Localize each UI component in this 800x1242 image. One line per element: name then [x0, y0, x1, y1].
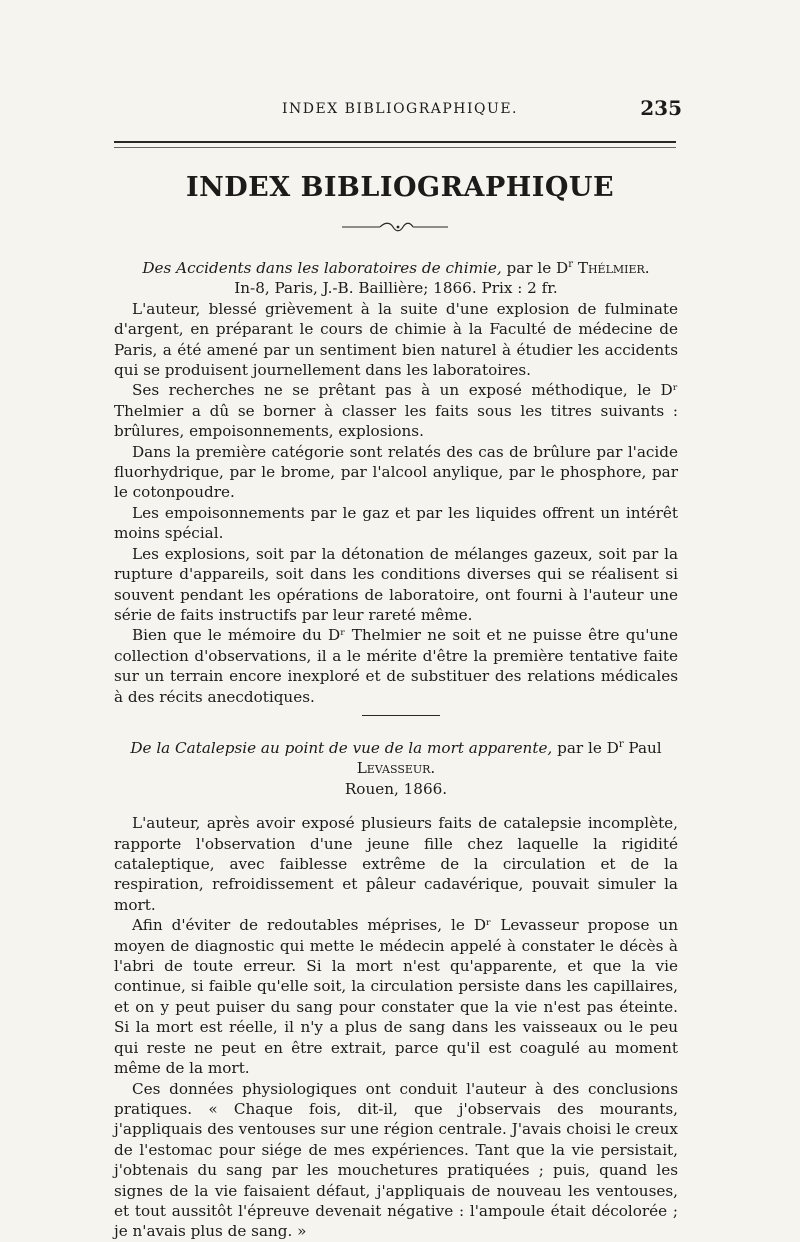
- imprint-line: Rouen, 1866.: [344, 779, 448, 798]
- by-text: par le D: [506, 259, 569, 277]
- imprint-line: In-8, Paris, J.-B. Baillière; 1866. Prix : 2 fr.: [234, 279, 558, 298]
- review-paragraph: Afin d'éviter de redoutables méprises, le Dʳ Levasseur propose un moyen de diagnostic qui mette le médecin appelé à constater le décès à l'abri de toute erreur. Si la mort n'est qu'apparente, et que la vie continue, si faible qu'elle soit, la circulation persiste dans les capillaires, et on y peut puiser du sang pour constater que la vie n'est pas éteinte. Si la mort est réelle, il n'y a plus de sang dans les vaisseaux ou le peu qui reste ne peut en être extrait, parce qu'il est coagulé au moment même de la mort.: [114, 916, 678, 1078]
- author-first-name: Paul: [628, 739, 662, 757]
- review-paragraph: L'auteur, blessé grièvement à la suite d'une explosion de fulminate d'argent, en préparant le cours de chimie à la Faculté de médecine de Paris, a été amené par un sentiment bien naturel à étudier les accidents qui se produisent journellement dans les laboratoires.: [114, 299, 678, 380]
- review-paragraph: Dans la première catégorie sont relatés des cas de brûlure par l'acide fluorhydrique, par le brome, par l'alcool anylique, par le phosphore, par le cotonpoudre.: [114, 442, 678, 502]
- review-paragraph: Ces données physiologiques ont conduit l'auteur à des conclusions pratiques. « Chaque fois, dit-il, que j'observais des mourants, j'appliquais des ventouses sur une région centrale. J'avais choisi le creux de l'estomac pour siége de mes expériences. Tant que la vie persistait, j'obtenais du sang par les mouchetures pratiquées ; puis, quand les signes de la vie faisaient défaut, j'appliquais de nouveau les ventouses, et tout aussitôt l'épreuve devenait négative : l'ampoule était décolorée ; je n'avais plus de sang. »: [114, 1079, 678, 1241]
- review-paragraph: Les explosions, soit par la détonation de mélanges gazeux, soit par la rupture d'appareils, soit dans les conditions diverses qui se réalisent si souvent pendant les opérations de laboratoire, ont fourni à l'auteur une série de faits instructifs par leur rareté même.: [114, 544, 678, 624]
- entry-catalepsie: [114, 738, 678, 1242]
- entry-accidents-laboratoires: [114, 258, 678, 707]
- running-title: INDEX BIBLIOGRAPHIQUE.: [282, 101, 518, 117]
- by-text: par le D: [557, 739, 619, 757]
- entry-heading: [114, 258, 678, 278]
- running-head: [110, 96, 690, 126]
- entry-separator: [362, 715, 440, 716]
- review-paragraph: L'auteur, après avoir exposé plusieurs faits de catalepsie incomplète, rapporte l'observation d'une jeune fille chez laquelle la rigidité cataleptique, avec faiblesse extrême de la circulation et de la respiration, refroidissement et pâleur cadavérique, pouvait simuler la mort.: [114, 814, 678, 914]
- author-name: Levasseur.: [356, 759, 436, 778]
- doctor-abbrev: r: [568, 258, 573, 270]
- entry-heading: [114, 738, 678, 779]
- author-name: Thélmier.: [577, 259, 650, 277]
- review-paragraph: Bien que le mémoire du Dʳ Thelmier ne soit et ne puisse être qu'une collection d'observations, il a le mérite d'être la première tentative faite sur un terrain encore inexploré et de substituer des relations médicales à des récits anecdotiques.: [114, 626, 678, 706]
- book-title: Des Accidents dans les laboratoires de chimie,: [142, 259, 502, 277]
- review-paragraph: Les empoisonnements par le gaz et par les liquides offrent un intérêt moins spécial.: [114, 503, 678, 543]
- section-title: INDEX BIBLIOGRAPHIQUE: [185, 172, 615, 203]
- header-rule-thin: [114, 147, 676, 148]
- doctor-abbrev: r: [618, 738, 624, 750]
- header-rule: [114, 141, 676, 143]
- review-paragraph: Ses recherches ne se prêtant pas à un exposé méthodique, le Dʳ Thelmier a dû se borner à classer les faits sous les titres suivants : brûlures, empoisonnements, explosions.: [114, 381, 678, 441]
- page-number: 235: [640, 96, 682, 120]
- ornament-divider: [340, 222, 450, 232]
- book-title: De la Catalepsie au point de vue de la mort apparente,: [130, 739, 553, 757]
